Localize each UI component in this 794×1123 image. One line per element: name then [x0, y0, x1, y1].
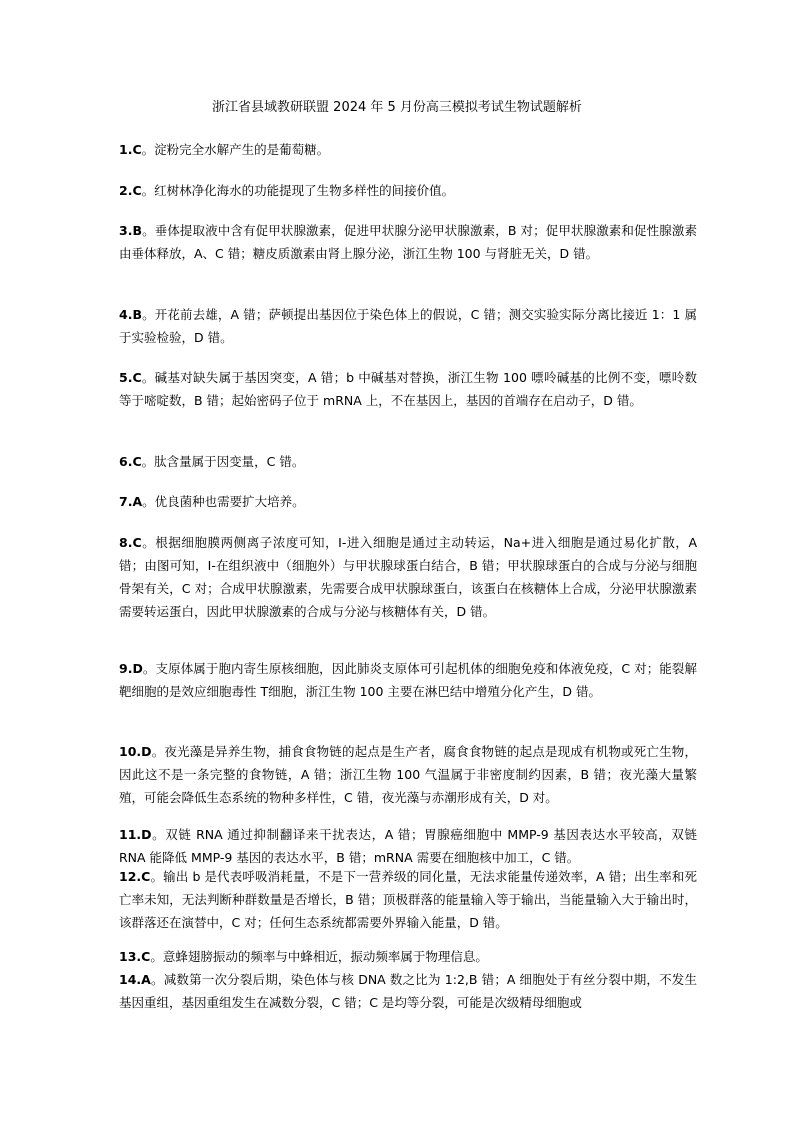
answer-text: 。意蜂翅膀振动的频率与中蜂相近，振动频率属于物理信息。: [150, 949, 488, 964]
answer-14: [119, 968, 697, 1014]
answer-number: 7.A: [119, 494, 143, 509]
answer-text: 。夜光藻是异养生物，捕食食物链的起点是生产者，腐食食物链的起点是现成有机物或死亡生物，因此这不是一条完整的食物链，A 错；浙江生物 100 气温属于非密度制约因素，B 错；夜光藻大量繁殖，可能会降低生态系统的物种多样性，C 错，夜光藻与赤潮形成有关，D 对。: [119, 744, 697, 805]
answer-text: 。淀粉完全水解产生的是葡萄糖。: [141, 142, 330, 157]
answer-number: 5.C: [119, 370, 142, 385]
answer-number: 6.C: [119, 454, 142, 469]
answer-text: 。碱基对缺失属于基因突变，A 错；b 中碱基对替换，浙江生物 100 嘌呤碱基的比例不变，嘌呤数等于嘧啶数，B 错；起始密码子位于 mRNA 上，不在基因上，基因的首端存在启动子，D 错。: [119, 370, 697, 408]
answer-text: 。垂体提取液中含有促甲状腺激素，促进甲状腺分泌甲状腺激素，B 对；促甲状腺激素和促性腺激素由垂体释放，A、C 错；糖皮质激素由肾上腺分泌，浙江生物 100 与肾脏无关，D 错。: [119, 223, 697, 261]
answer-text: 。双链 RNA 通过抑制翻译来干扰表达，A 错；胃腺癌细胞中 MMP-9 基因表达水平较高，双链 RNA 能降低 MMP-9 基因的表达水平，B 错；mRNA 需要在细胞核中加工，C 错。: [119, 827, 697, 865]
answer-3: [119, 219, 697, 265]
answer-number: 11.D: [119, 827, 152, 842]
answer-5: [119, 366, 697, 412]
answer-number: 12.C: [119, 869, 151, 884]
answer-11: [119, 823, 697, 869]
page-title: 浙江省县域教研联盟 2024 年 5 月份高三模拟考试生物试题解析: [212, 100, 582, 115]
answer-number: 2.C: [119, 183, 142, 198]
answer-7: [119, 490, 697, 513]
answer-text: 。优良菌种也需要扩大培养。: [142, 494, 305, 509]
answer-6: [119, 450, 697, 473]
answer-text: 。支原体属于胞内寄生原核细胞，因此肺炎支原体可引起机体的细胞免疫和体液免疫，C 对；能裂解靶细胞的是效应细胞毒性 T细胞，浙江生物 100 主要在淋巴结中增殖分化产生，D 错。: [119, 661, 697, 699]
answer-text: 。输出 b 是代表呼吸消耗量，不是下一营养级的同化量，无法求能量传递效率，A 错；出生率和死亡率未知，无法判断种群数量是否增长，B 错；顶极群落的能量输入等于输出，当能量输入大于输出时，该群落还在演替中，C 对；任何生态系统都需要外界输入能量，D 错。: [119, 869, 697, 930]
answer-9: [119, 657, 697, 703]
answer-13: [119, 945, 697, 968]
answer-text: 。红树林净化海水的功能提现了生物多样性的间接价值。: [141, 183, 455, 198]
answer-number: 4.B: [119, 307, 142, 322]
answer-4: [119, 303, 697, 349]
answer-text: 。减数第一次分裂后期，染色体与核 DNA 数之比为 1:2,B 错；A 细胞处于有丝分裂中期，不发生基因重组，基因重组发生在减数分裂，C 错；C 是均等分裂，可能是次级精母细胞或: [119, 972, 697, 1010]
answer-number: 9.D: [119, 661, 143, 676]
answer-number: 8.C: [119, 535, 142, 550]
answer-text: 。开花前去雄，A 错；萨顿提出基因位于染色体上的假说，C 错；测交实验实际分离比接近 1：1 属于实验检验，D 错。: [119, 307, 697, 345]
answer-10: [119, 740, 697, 809]
answer-1: [119, 138, 697, 161]
answer-text: 。肽含量属于因变量，C 错。: [141, 454, 305, 469]
answer-text: 。根据细胞膜两侧离子浓度可知，I-进入细胞是通过主动转运，Na+进入细胞是通过易化扩散，A 错；由图可知，I-在组织液中（细胞外）与甲状腺球蛋白结合，B 错；甲状腺球蛋白的合成与分泌与细胞骨架有关，C 对；合成甲状腺激素，先需要合成甲状腺球蛋白，该蛋白在核糖体上合成，分泌甲状腺激素需要转运蛋白，因此甲状腺激素的合成与分泌与核糖体有关，D 错。: [119, 535, 697, 619]
answer-2: [119, 179, 697, 202]
answer-number: 3.B: [119, 223, 142, 238]
answer-12: [119, 865, 697, 934]
answer-number: 10.D: [119, 744, 152, 759]
answer-number: 1.C: [119, 142, 142, 157]
answer-number: 14.A: [119, 972, 151, 987]
answer-number: 13.C: [119, 949, 151, 964]
answer-8: [119, 531, 697, 623]
